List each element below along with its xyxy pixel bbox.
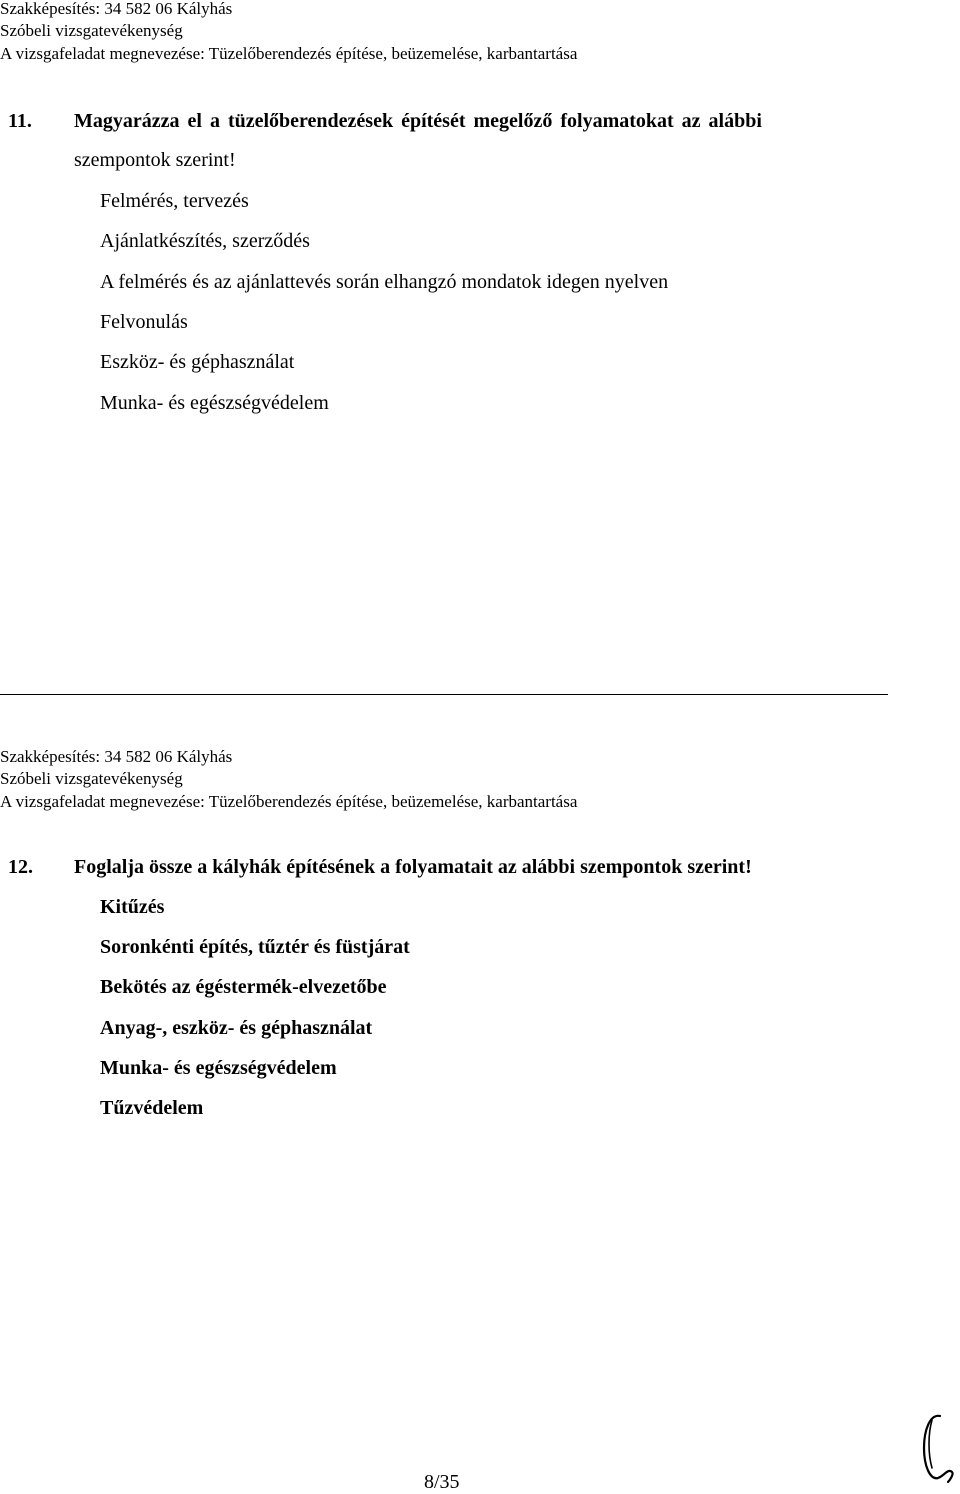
q12-item-5: Munka- és egészségvédelem [100,1057,337,1079]
q12-item-2: Soronkénti építés, tűztér és füstjárat [100,936,410,958]
q11-item-5: Eszköz- és géphasználat [100,351,295,373]
question-12-text: Foglalja össze a kályhák építésének a folyamatait az alábbi szempontok szerint! [74,856,752,878]
header-qualification: Szakképesítés: 34 582 06 Kályhás [0,747,233,766]
question-12-number: 12. [8,856,33,878]
handwritten-signature [918,1410,956,1488]
q11-item-6: Munka- és egészségvédelem [100,392,329,414]
page-number: 8/35 [424,1471,460,1493]
q11-item-3: A felmérés és az ajánlattevés során elhangzó mondatok idegen nyelven [100,271,669,293]
q11-item-4: Felvonulás [100,311,188,333]
question-11-text-line2: szempontok szerint! [74,149,236,171]
q11-item-1: Felmérés, tervezés [100,190,249,212]
header-exam-type: Szóbeli vizsgatevékenység [0,21,183,40]
header-qualification: Szakképesítés: 34 582 06 Kályhás [0,0,233,18]
q12-item-1: Kitűzés [100,896,165,918]
q12-item-3: Bekötés az égéstermék-elvezetőbe [100,976,387,998]
q12-item-4: Anyag-, eszköz- és géphasználat [100,1017,373,1039]
q12-item-6: Tűzvédelem [100,1097,204,1119]
page-separator-rule [0,694,888,695]
header-task-name: A vizsgafeladat megnevezése: Tüzelőberendezés építése, beüzemelése, karbantartása [0,792,578,811]
header-task-name: A vizsgafeladat megnevezése: Tüzelőberendezés építése, beüzemelése, karbantartása [0,44,578,63]
header-exam-type: Szóbeli vizsgatevékenység [0,769,183,788]
question-11-number: 11. [8,110,32,132]
q11-item-2: Ajánlatkészítés, szerződés [100,230,310,252]
question-11-text-line1: Magyarázza el a tüzelőberendezések építését megelőző folyamatokat az alábbi [74,110,762,132]
